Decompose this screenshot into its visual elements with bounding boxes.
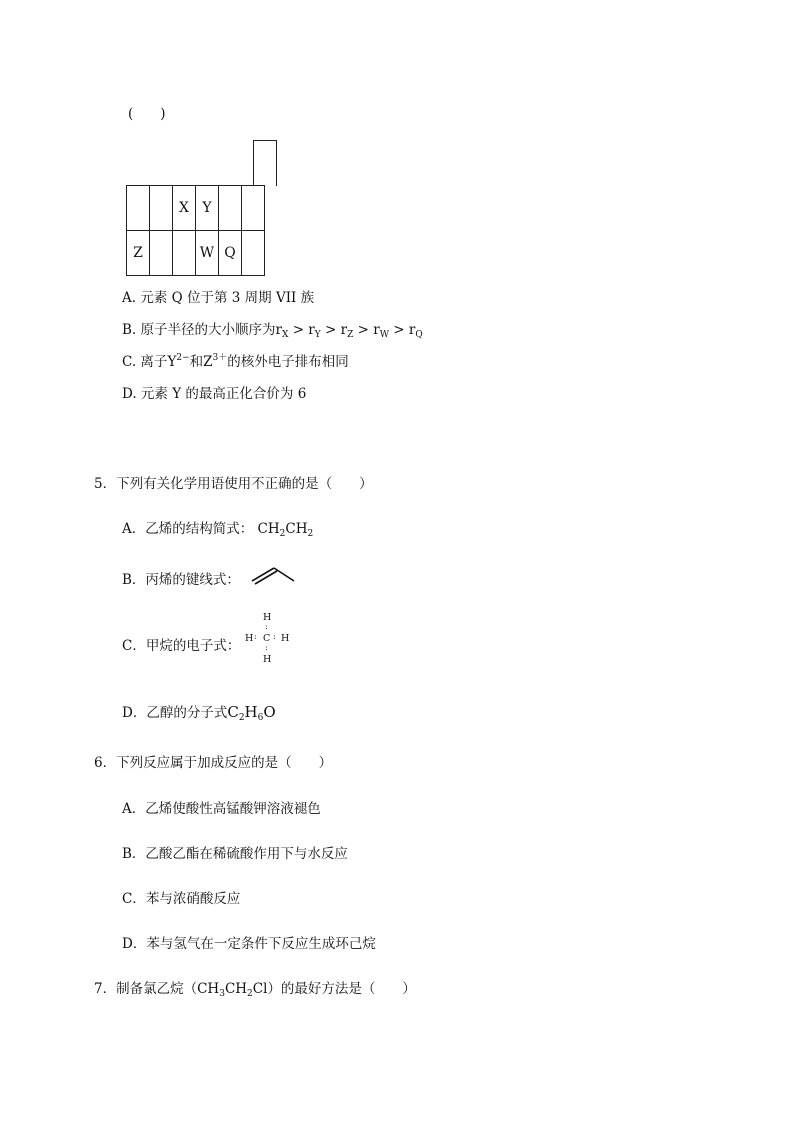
table-cell [127, 186, 150, 231]
table-cell: W [196, 231, 219, 276]
table-cell [242, 186, 265, 231]
table-cell [150, 231, 173, 276]
periodic-table-fragment [126, 185, 265, 276]
table-cell [242, 231, 265, 276]
table-row [127, 186, 265, 231]
table-row [127, 231, 265, 276]
methane-electron-formula: H : H : C : H : H [245, 612, 290, 665]
table-cell: Q [219, 231, 242, 276]
q6-option-a: A．乙烯使酸性高锰酸钾溶液褪色 [122, 801, 321, 817]
table-cell: Y [196, 186, 219, 231]
q4-option-d: D. 元素 Y 的最高正化合价为 6 [122, 386, 307, 402]
q4-option-a: A. 元素 Q 位于第 3 周期 VII 族 [122, 290, 315, 306]
q4-answer-bracket: ( ) [128, 106, 166, 122]
q5-stem: 5．下列有关化学用语使用不正确的是（ ） [94, 476, 373, 492]
table-cell [150, 186, 173, 231]
table-cell [219, 186, 242, 231]
ethanol-formula: $C_2H_6O$ [227, 703, 276, 723]
q7-stem: 7．制备氯乙烷$(CH_3CH_2Cl)$的最好方法是（ ） [94, 981, 416, 999]
q4-option-c: C. 离子$Y^{2-}$和$Z^{3+}$的核外电子排布相同 [122, 353, 349, 370]
q6-option-c: C．苯与浓硝酸反应 [122, 891, 241, 907]
table-cell: X [173, 186, 196, 231]
chloroethane-formula: $CH_3CH_2Cl$ [197, 981, 268, 999]
q5-option-a: A．乙烯的结构简式： $CH_2CH_2$ [122, 521, 314, 539]
q4-option-b-prefix: B. 原子半径的大小顺序为 [122, 322, 276, 338]
q6-option-d: D．苯与氢气在一定条件下反应生成环己烷 [122, 936, 376, 952]
radius-sequence: $r_X > r_Y > r_Z > r_W > r_Q$ [275, 322, 423, 340]
q5-option-d: D．乙醇的分子式$C_2H_6O$ [122, 703, 276, 723]
q5-option-b: B．丙烯的键线式： [122, 572, 240, 588]
ethene-formula: $CH_2CH_2$ [257, 521, 314, 539]
q5-option-c: C．甲烷的电子式： [122, 638, 241, 654]
table-cell: Z [127, 231, 150, 276]
q4-option-b [122, 318, 423, 340]
table-cell [173, 231, 196, 276]
propene-skeletal-formula [250, 565, 298, 585]
periodic-table-top-cell [253, 140, 277, 186]
q6-stem: 6．下列反应属于加成反应的是（ ） [94, 755, 333, 771]
q6-option-b: B．乙酸乙酯在稀硫酸作用下与水反应 [122, 846, 348, 862]
